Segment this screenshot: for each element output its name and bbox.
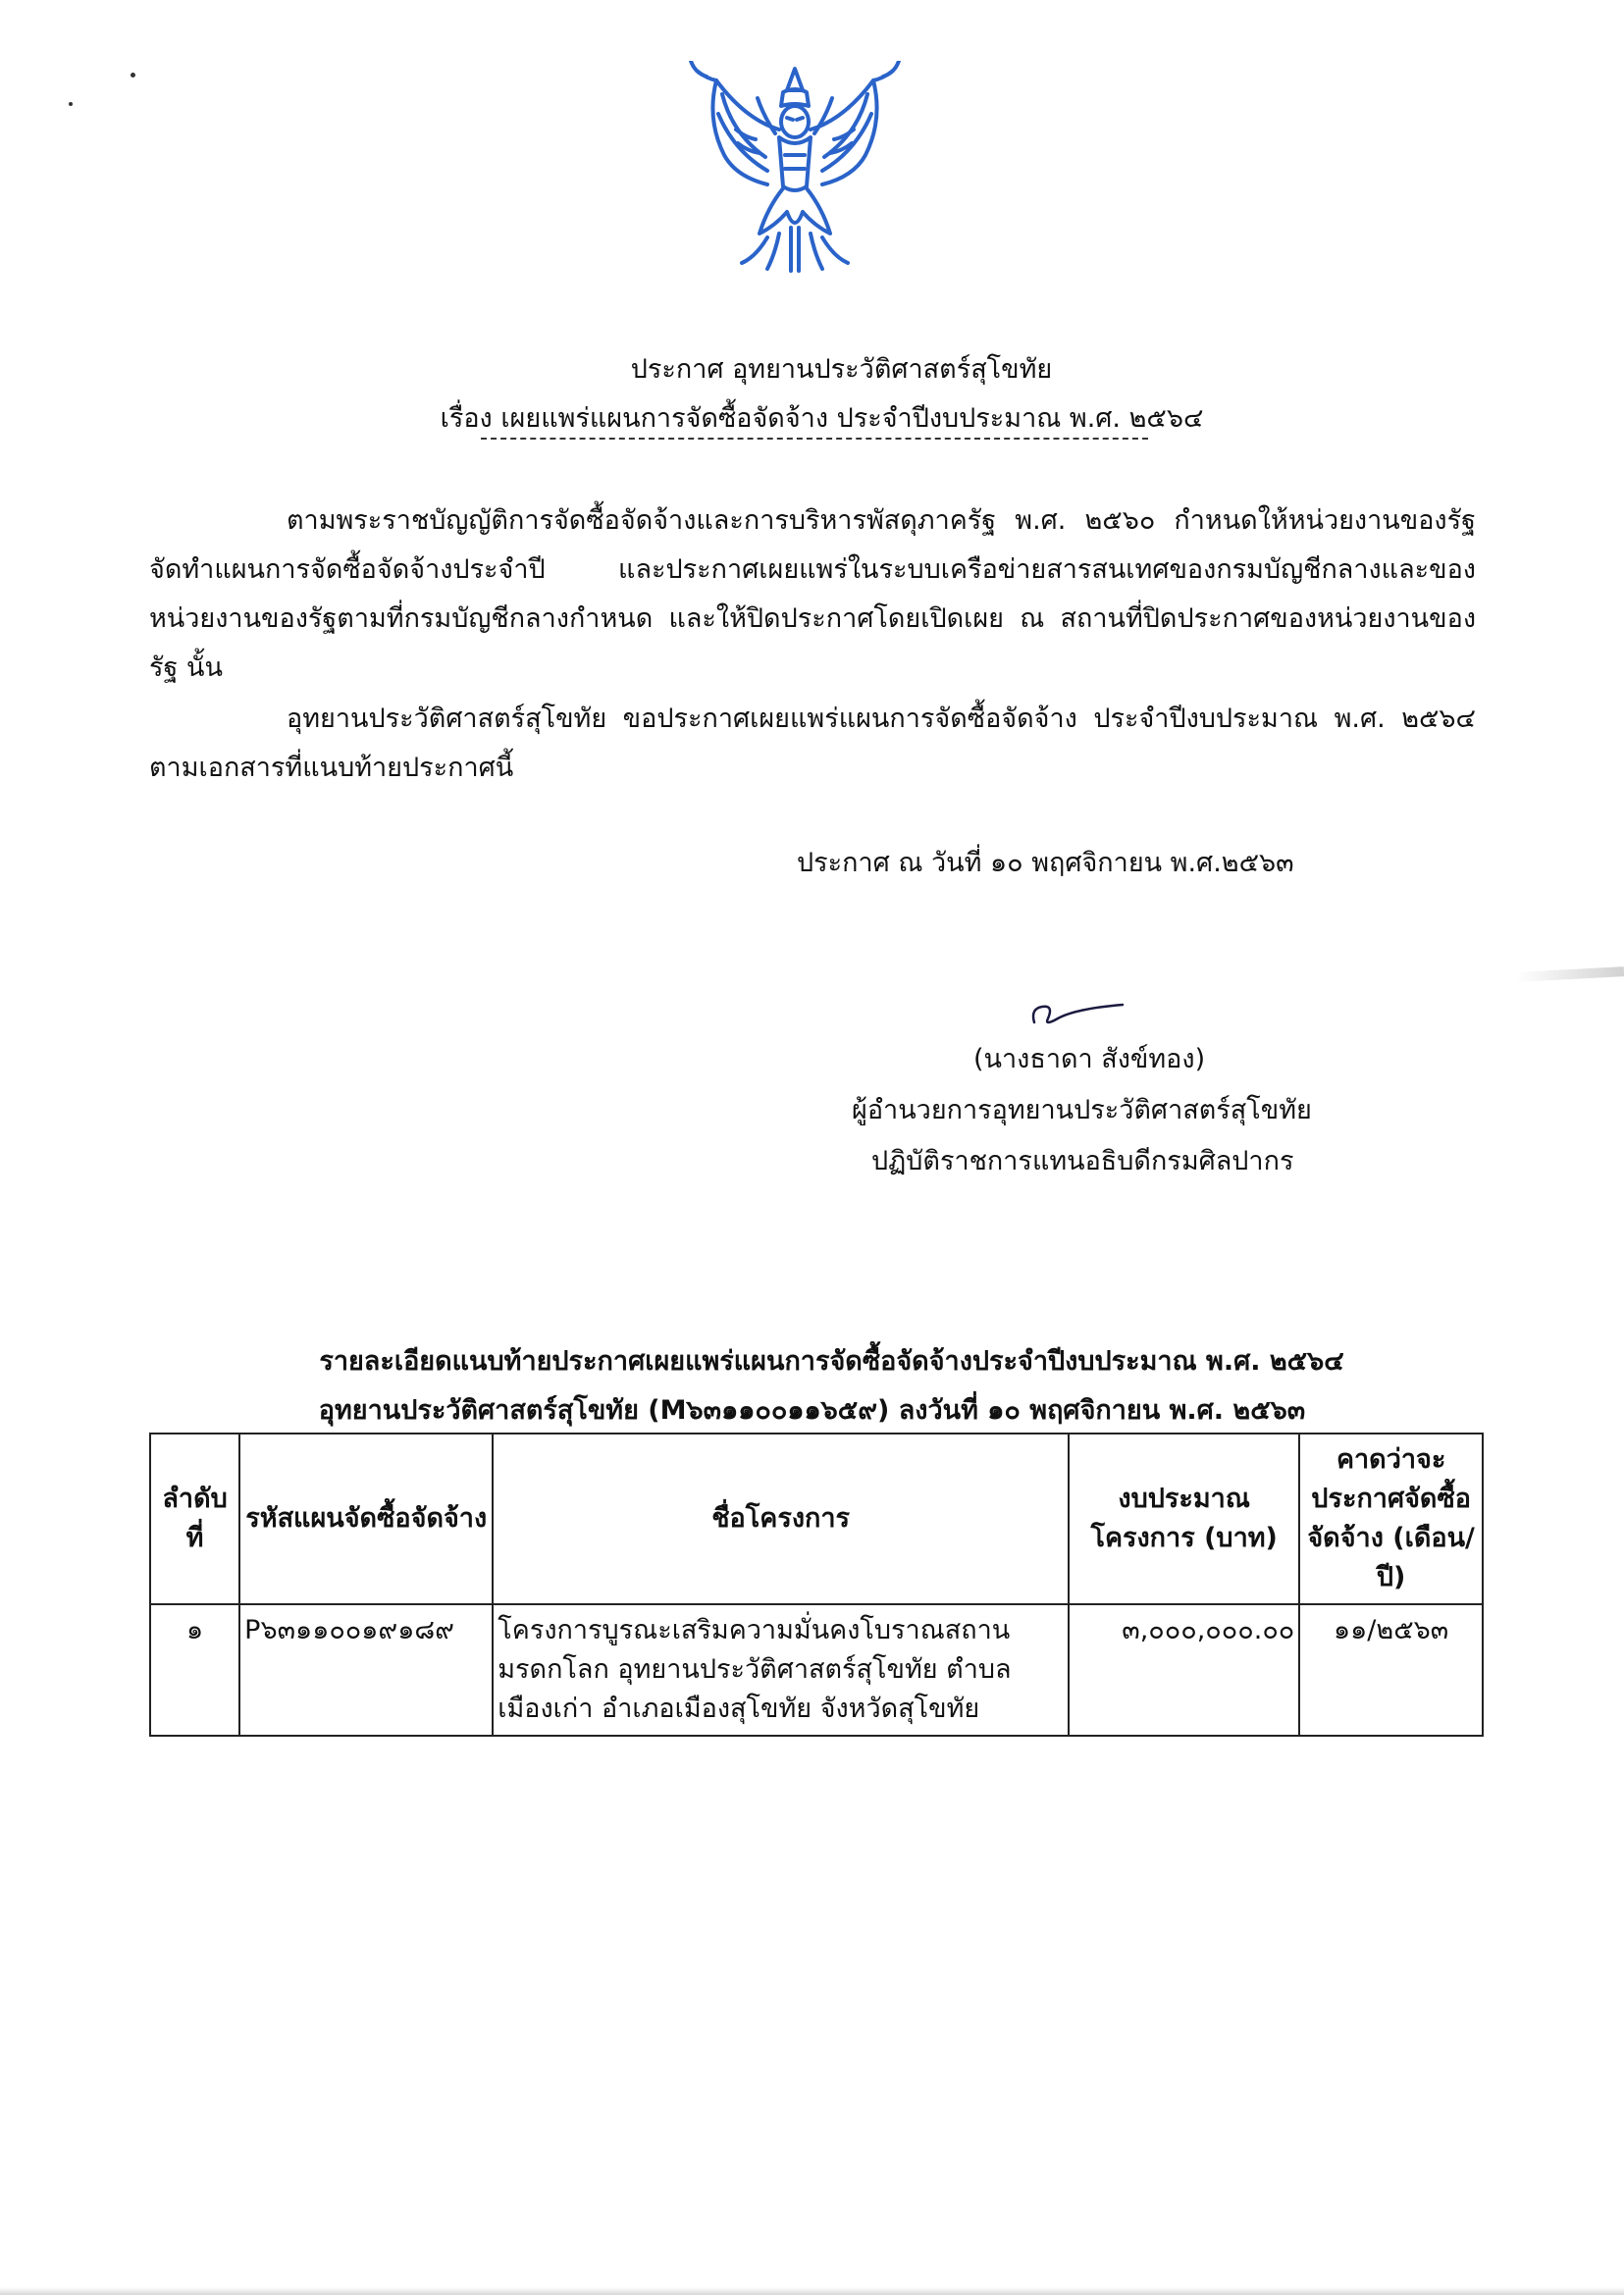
scan-artifact bbox=[1516, 966, 1624, 982]
body-paragraph-1: ตามพระราชบัญญัติการจัดซื้อจัดจ้างและการบริหารพัสดุภาครัฐ พ.ศ. ๒๕๖๐ กำหนดให้หน่วยงานของรัฐจัดทำแผนการจัดซื้อจัดจ้างประจำปี และประกาศเผยแพร่ในระบบเครือข่ายสารสนเทศของกรมบัญชีกลางและของหน่วยงานของรัฐตามที่กรมบัญชีกลางกำหนด และให้ปิดประกาศโดยเปิดเผย ณ สถานที่ปิดประกาศของหน่วยงานของรัฐ นั้น bbox=[149, 505, 1476, 683]
row-budget: ๓,๐๐๐,๐๐๐.๐๐ bbox=[1069, 1604, 1299, 1736]
garuda-emblem-icon bbox=[677, 61, 913, 277]
signer-position: ผู้อำนวยการอุทยานประวัติศาสตร์สุโขทัย bbox=[852, 1095, 1312, 1125]
scan-bottom-edge bbox=[0, 2287, 1624, 2295]
handwritten-signature bbox=[1028, 989, 1126, 1032]
dashed-divider bbox=[481, 438, 1148, 440]
row-expected-date: ๑๑/๒๕๖๓ bbox=[1299, 1604, 1483, 1736]
column-header-budget: งบประมาณโครงการ (บาท) bbox=[1069, 1434, 1299, 1604]
attachment-subtitle: อุทยานประวัติศาสตร์สุโขทัย (M๖๓๑๑๐๐๑๑๖๕๙) ลงวันที่ ๑๐ พฤศจิกายน พ.ศ. ๒๕๖๓ bbox=[318, 1395, 1306, 1426]
row-no: ๑ bbox=[150, 1604, 239, 1736]
announcement-subject: เรื่อง เผยแพร่แผนการจัดซื้อจัดจ้าง ประจำปีงบประมาณ พ.ศ. ๒๕๖๔ bbox=[440, 403, 1204, 434]
table-row bbox=[150, 1604, 1483, 1736]
signer-acting-position: ปฏิบัติราชการแทนอธิบดีกรมศิลปากร bbox=[871, 1146, 1294, 1176]
procurement-plan-table bbox=[149, 1433, 1484, 1737]
row-plan-code: P๖๓๑๑๐๐๑๙๑๘๙ bbox=[239, 1604, 493, 1736]
column-header-code: รหัสแผนจัดซื้อจัดจ้าง bbox=[239, 1434, 493, 1604]
column-header-project-name: ชื่อโครงการ bbox=[493, 1434, 1069, 1604]
announcement-date: ประกาศ ณ วันที่ ๑๐ พฤศจิกายน พ.ศ.๒๕๖๓ bbox=[797, 848, 1294, 878]
column-header-expected-date: คาดว่าจะประกาศจัดซื้อจัดจ้าง (เดือน/ปี) bbox=[1299, 1434, 1483, 1604]
table-header-row bbox=[150, 1434, 1483, 1604]
column-header-no: ลำดับที่ bbox=[150, 1434, 239, 1604]
body-paragraph-2: อุทยานประวัติศาสตร์สุโขทัย ขอประกาศเผยแพร่แผนการจัดซื้อจัดจ้าง ประจำปีงบประมาณ พ.ศ. ๒๕๖๔ ตามเอกสารที่แนบท้ายประกาศนี้ bbox=[149, 704, 1476, 783]
signer-name: (นางธาดา สังข์ทอง) bbox=[973, 1044, 1206, 1074]
announcement-title: ประกาศ อุทยานประวัติศาสตร์สุโขทัย bbox=[630, 354, 1053, 385]
row-project-name: โครงการบูรณะเสริมความมั่นคงโบราณสถานมรดกโลก อุทยานประวัติศาสตร์สุโขทัย ตำบลเมืองเก่า อำเภอเมืองสุโขทัย จังหวัดสุโขทัย bbox=[493, 1604, 1069, 1736]
attachment-title: รายละเอียดแนบท้ายประกาศเผยแพร่แผนการจัดซื้อจัดจ้างประจำปีงบประมาณ พ.ศ. ๒๕๖๔ bbox=[319, 1346, 1344, 1377]
scan-speck bbox=[69, 102, 73, 106]
scan-speck bbox=[131, 73, 135, 78]
